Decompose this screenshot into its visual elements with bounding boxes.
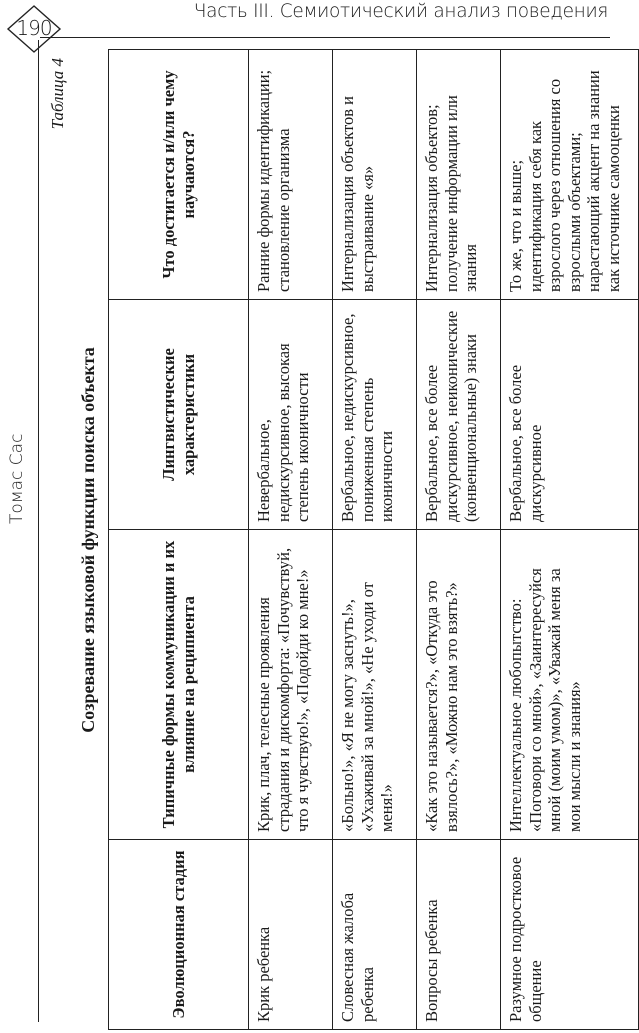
table-block [48,50,623,1030]
column-header: Что достигается и/или чему научаются? [109,50,249,300]
forms-cell: «Больно!», «Я не могу заснуть!», «Ухаживай за мной!», «Не уходи от меня!» [333,530,417,840]
page-number-frame [6,4,62,54]
running-head: Часть III. Семиотический анализ поведения [193,1,608,22]
outcome-cell: То же, что и выше; идентификация себя как взрослого через отношения со взрослыми объектами; нарастающий акцент на знании как источнике самооценки [501,50,639,300]
column-header: Лингвистические характеристики [109,300,249,530]
linguistic-cell: Вербальное, недискурсивное, пониженная степень иконичности [333,300,417,530]
header-rule [40,37,610,38]
table-row [501,50,639,1030]
stage-cell: Разумное подростковое общение [501,840,639,1030]
linguistic-cell: Вербальное, все более дискурсивное [501,300,639,530]
linguistic-cell: Невербальное, недискурсивное, высокая степень иконичности [249,300,333,530]
table-row [417,50,501,1030]
margin-rule [38,40,39,1022]
table-title: Созревание языковой функции поиска объекта [78,347,98,733]
outcome-cell: Интернализация объектов и выстраивание «я» [333,50,417,300]
table-caption [48,50,108,1030]
column-header: Эволюционная стадия [109,840,249,1030]
forms-cell: Крик, плач, телесные проявления страдания и дискомфорта: «Почувствуй, что я чувствую!», «Подойди ко мне!» [249,530,333,840]
table-row [249,50,333,1030]
table-header-row [109,50,249,1030]
column-header: Типичные формы коммуникации и их влияние на реципиента [109,530,249,840]
table-row [333,50,417,1030]
linguistic-cell: Вербальное, все более дискурсивное, неиконические (конвенциональные) знаки [417,300,501,530]
outcome-cell: Интернализация объектов; получение информации или знания [417,50,501,300]
maturation-table [108,49,639,1030]
page-number: 190 [16,16,52,40]
stage-cell: Словесная жалоба ребенка [333,840,417,1030]
author-name: Томас Сас [7,433,27,524]
forms-cell: «Как это называется?», «Откуда это взялось?», «Можно нам это взять?» [417,530,501,840]
stage-cell: Вопросы ребенка [417,840,501,1030]
outcome-cell: Ранние формы идентификации; становление организма [249,50,333,300]
table-label: Таблица 4 [48,58,67,130]
forms-cell: Интеллектуальное любопытство: «Поговори со мной», «Заинтересуйся мной (моим умом)», «Уважай меня за мои мысли и знания» [501,530,639,840]
stage-cell: Крик ребенка [249,840,333,1030]
